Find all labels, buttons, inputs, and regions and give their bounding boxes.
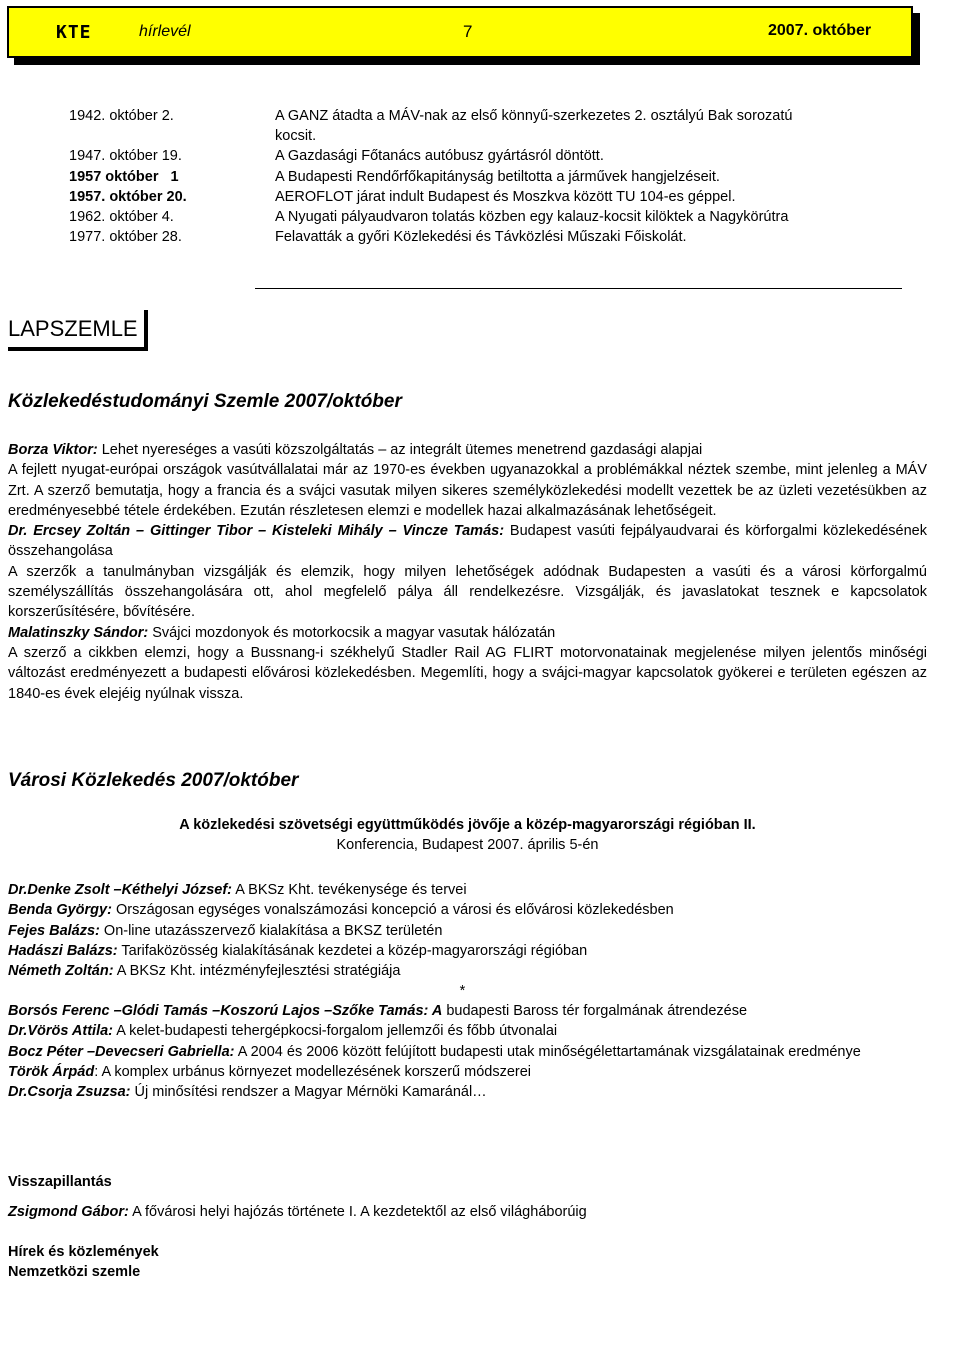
chronology-date: 1942. október 2. — [69, 108, 174, 124]
chronology-row — [69, 207, 889, 227]
article-author: Hadászi Balázs: — [8, 942, 118, 959]
article-title: : A komplex urbánus környezet modellezésének korszerű módszerei — [94, 1063, 532, 1080]
chronology-text: A Budapesti Rendőrfőkapitányság betiltotta a járművek hangjelzéseit. — [275, 168, 720, 185]
article-author: Fejes Balázs: — [8, 922, 100, 939]
conference-subtitle: Konferencia, Budapest 2007. április 5-én — [336, 837, 599, 854]
visszapillantas-title: Visszapillantás — [8, 1174, 112, 1190]
other-sections — [8, 1242, 927, 1283]
article-author: Dr. Ercsey Zoltán – Gittinger Tibor – Kisteleki Mihály – Vincze Tamás: — [8, 523, 505, 540]
article-line — [8, 1202, 927, 1222]
article-title: Országosan egységes vonalszámozási koncepció a városi és elővárosi közlekedésben — [111, 902, 674, 919]
header-banner — [7, 6, 913, 58]
article-line — [8, 961, 927, 981]
article-heading — [8, 521, 927, 562]
article-body: A szerző a cikkben elemzi, hogy a Bussnang-i székhelyű Stadler Rail AG FLIRT motorvonatainak megjelenése milyen jelentős minőségi változást eredményezett a budapesti elővárosi közlekedésben. Megemlíti, hogy a svájci-magyar kapcsolatok gyökerei e területen egészen az 1840-es évek elejéig nyúlnak vissza. — [8, 644, 927, 702]
article-line — [8, 1082, 927, 1102]
visszapillantas-section — [8, 1172, 927, 1192]
article-body: A szerzők a tanulmányban vizsgálják és elemzik, hogy milyen lehetőségek adódnak Budapesten a vasúti és a városi körforgalmú személyszállítás összehangolására ott, ahol megfelelő pálya áll rendelkezésre. Vizsgálják, és javaslatokat tesznek e kapcsolatok korszerűsítésére, bővítésére. — [8, 563, 927, 621]
varosi-articles-2 — [8, 1001, 927, 1102]
separator: * — [459, 983, 466, 1000]
nemzetkozi-title: Nemzetközi szemle — [8, 1264, 141, 1281]
article-line — [8, 900, 927, 920]
article-title: A kelet-budapesti tehergépkocsi-forgalom jellemzői és főbb útvonalai — [113, 1023, 558, 1040]
article-line — [8, 921, 927, 941]
article-author: Zsigmond Gábor: — [8, 1204, 129, 1220]
conference-title: A közlekedési szövetségi együttműködés jövője a közép-magyarországi régióban II. — [179, 817, 756, 833]
article-title: Budapest vasúti fejpályaudvarai és körforgalmi közlekedésének összehangolása — [8, 523, 927, 560]
article-author: Dr.Denke Zsolt –Kéthelyi József: — [8, 882, 233, 898]
chronology-row — [69, 167, 889, 187]
chronology-date: 1947. október 19. — [69, 148, 182, 165]
article-title: Lehet nyereséges a vasúti közszolgáltatás – az integrált ütemes menetrend gazdasági alapjai — [97, 442, 703, 458]
article-line — [8, 880, 927, 900]
article-author: Dr.Csorja Zsuzsa: — [8, 1084, 131, 1101]
divider — [255, 288, 902, 289]
chronology-list — [69, 106, 889, 247]
visszapillantas-article — [8, 1202, 927, 1222]
article-heading — [8, 623, 927, 643]
header-date: 2007. október — [768, 22, 872, 39]
article-title: budapesti Baross tér forgalmának átrendezése — [442, 1003, 748, 1019]
article-title: Tarifaközösség kialakításának kezdetei a közép-magyarországi régióban — [117, 942, 588, 959]
page-number: 7 — [463, 22, 473, 41]
chronology-text: A Gazdasági Főtanács autóbusz gyártásról döntött. — [275, 148, 604, 165]
article-title: On-line utazásszervező kialakítása a BKSZ területén — [99, 922, 443, 939]
chronology-date: 1977. október 28. — [69, 229, 182, 246]
section-title-varosi: Városi Közlekedés 2007/október — [8, 770, 299, 791]
article-author: Bocz Péter –Devecseri Gabriella: — [8, 1043, 235, 1060]
hirek-title: Hírek és közlemények — [8, 1244, 159, 1260]
chronology-date: 1957 október 1 — [69, 168, 179, 185]
chronology-text: Felavatták a győri Közlekedési és Távközlési Műszaki Főiskolát. — [275, 229, 687, 246]
kozlekedes-articles — [8, 440, 927, 704]
chronology-text: AEROFLOT járat indult Budapest és Moszkva között TU 104-es géppel. — [275, 188, 736, 205]
conference-heading — [8, 815, 927, 856]
article-author: Borza Viktor: — [8, 442, 98, 458]
article-body: A fejlett nyugat-európai országok vasútvállalatai már az 1970-es években ugyanazokkal a problémákkal néztek szembe, mint jelenleg a MÁV Zrt. A szerző bemutatja, hogy a francia és a svájci vasutak milyen sikeres személyközlekedési modellt vezettek be az üzleti vezetésükben az eredményesebbé tétele érdekében. Ezután részletesen elemzi e modellek hazai alkalmazásának lehetőségeit. — [8, 462, 927, 519]
article-title: A fővárosi helyi hajózás története I. A kezdetektől az első világháborúig — [128, 1204, 587, 1220]
article-author: Malatinszky Sándor: — [8, 624, 149, 641]
section-title-kozlekedestudomanyi: Közlekedéstudományi Szemle 2007/október — [8, 391, 402, 412]
article-title: A BKSz Kht. tevékenysége és tervei — [232, 882, 467, 898]
article-title: A BKSz Kht. intézményfejlesztési stratégiája — [113, 963, 401, 980]
chronology-text: A GANZ átadta a MÁV-nak az első könnyű-szerkezetes 2. osztályú Bak sorozatú kocsit. — [275, 108, 793, 145]
article-author: Benda György: — [8, 902, 112, 919]
article-heading — [8, 440, 927, 460]
article-title: Új minősítési rendszer a Magyar Mérnöki Kamaránál… — [130, 1084, 487, 1101]
chronology-text: A Nyugati pályaudvaron tolatás közben egy kalauz-kocsit kilöktek a Nagykörútra — [275, 209, 789, 226]
chronology-row — [69, 227, 889, 247]
article-author: Török Árpád — [8, 1063, 95, 1080]
chronology-date: 1962. október 4. — [69, 209, 174, 226]
chronology-row — [69, 106, 889, 146]
article-title: A 2004 és 2006 között felújított budapesti utak minőségélettartamának vizsgálatainak eredménye — [234, 1043, 861, 1060]
section-label-lapszemle: LAPSZEMLE — [8, 310, 148, 351]
article-line — [8, 941, 927, 961]
article-author: Borsós Ferenc –Glódi Tamás –Koszorú Lajos –Szőke Tamás: A — [8, 1003, 443, 1019]
chronology-row — [69, 146, 889, 166]
article-line — [8, 1042, 927, 1062]
article-title: Svájci mozdonyok és motorkocsik a magyar vasutak hálózatán — [148, 624, 556, 641]
article-author: Németh Zoltán: — [8, 963, 114, 980]
kte-logo: KTE — [56, 22, 92, 43]
chronology-row — [69, 187, 889, 207]
varosi-articles-1 — [8, 880, 927, 1002]
article-author: Dr.Vörös Attila: — [8, 1023, 114, 1040]
header-subtitle: hírlevél — [139, 23, 191, 40]
article-line — [8, 1001, 927, 1021]
article-line — [8, 1062, 927, 1082]
article-line — [8, 1021, 927, 1041]
chronology-date: 1957. október 20. — [69, 188, 187, 205]
